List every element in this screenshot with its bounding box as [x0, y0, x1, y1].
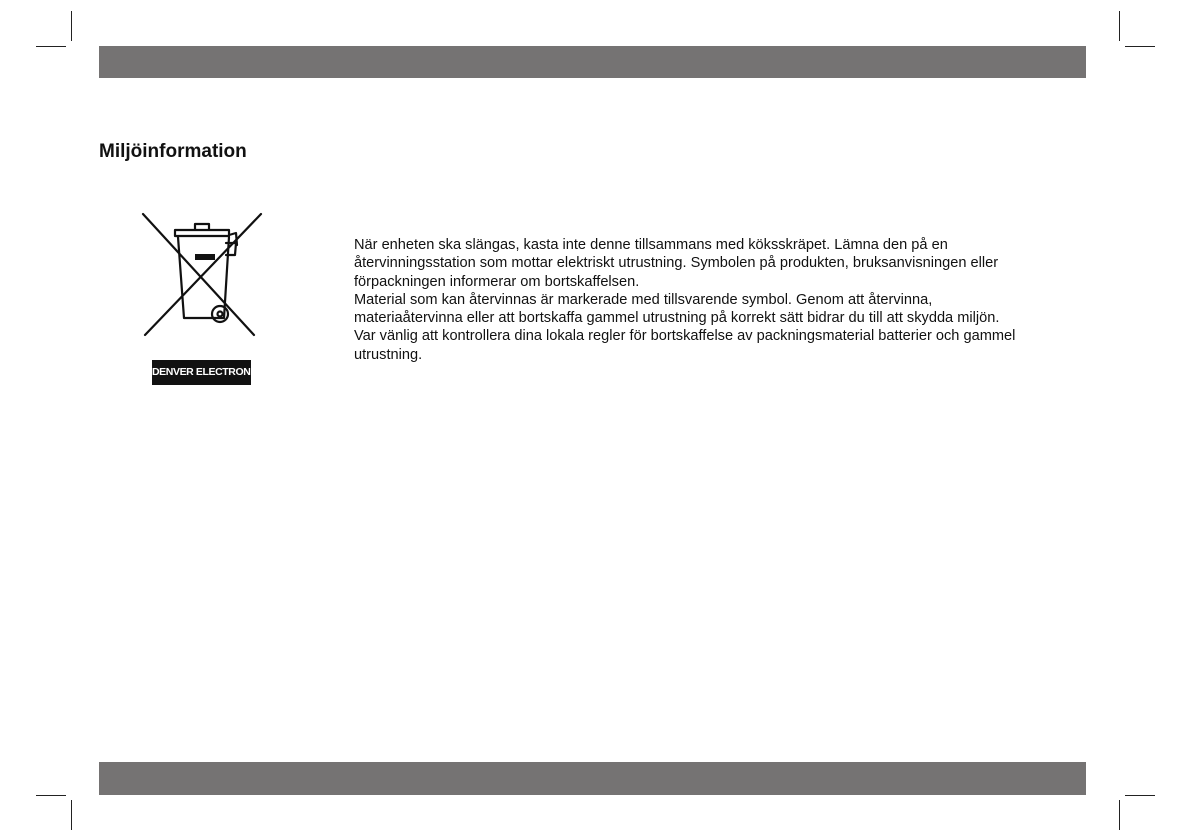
- environment-info-text: [354, 236, 1086, 364]
- crop-mark-bottom-left-v: [71, 800, 72, 830]
- crop-mark-top-left-h: [36, 46, 66, 47]
- text-line: materiaåtervinna eller att bortskaffa gammel utrustning på korrekt sätt bidrar du till att skydda miljön.: [354, 310, 1000, 327]
- text-line: förpackningen informerar om bortskaffelsen.: [354, 273, 640, 290]
- crop-mark-bottom-left-h: [36, 795, 66, 796]
- text-line: utrustning.: [354, 346, 423, 363]
- footer-band: [99, 762, 1086, 795]
- text-line: återvinningsstation som mottar elektriskt utrustning. Symbolen på produkten, bruksanvisningen eller: [354, 255, 999, 272]
- crop-mark-top-right-h: [1125, 46, 1155, 47]
- crop-mark-bottom-right-v: [1119, 800, 1120, 830]
- crop-mark-top-left-v: [71, 11, 72, 41]
- crossed-out-wheelie-bin-icon: [140, 211, 264, 339]
- text-line: Material som kan återvinnas är markerade med tillsvarende symbol. Genom att återvinna,: [354, 291, 933, 308]
- section-heading: Miljöinformation: [99, 141, 247, 162]
- text-line: När enheten ska slängas, kasta inte denne tillsammans med köksskräpet. Lämna den på en: [354, 237, 948, 253]
- denver-electronics-logo: DENVER ELECTRONICS: [152, 360, 251, 385]
- crop-mark-bottom-right-h: [1125, 795, 1155, 796]
- header-band: [99, 46, 1086, 78]
- text-line: Var vänlig att kontrollera dina lokala regler för bortskaffelse av packningsmaterial batterier och gammel: [354, 328, 1016, 345]
- crop-mark-top-right-v: [1119, 11, 1120, 41]
